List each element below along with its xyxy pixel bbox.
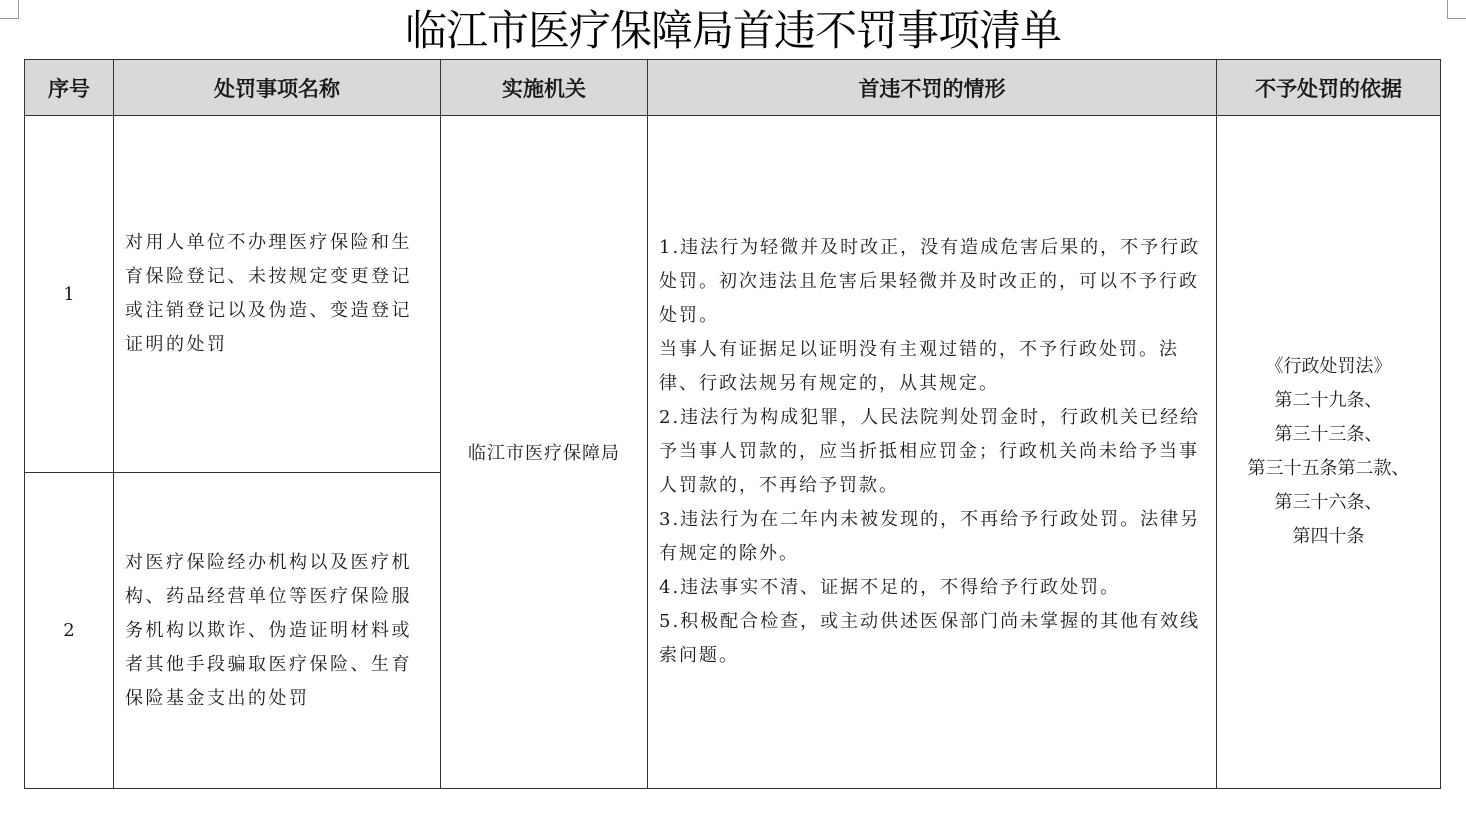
implementing-agency: 临江市医疗保障局 — [441, 116, 648, 789]
penalty-item-name: 对用人单位不办理医疗保险和生育保险登记、未按规定变更登记或注销登记以及伪造、变造登记证明的处罚 — [114, 116, 441, 473]
basis-article: 第三十六条、 — [1274, 492, 1383, 513]
penalty-table — [24, 59, 1441, 789]
condition-item: 1.违法行为轻微并及时改正，没有造成危害后果的，不予行政处罚。初次违法且危害后果轻微并及时改正的，可以不予行政处罚。 — [659, 237, 1201, 326]
penalty-item-name: 对医疗保险经办机构以及医疗机构、药品经营单位等医疗保险服务机构以欺诈、伪造证明材料或者其他手段骗取医疗保险、生育保险基金支出的处罚 — [114, 473, 441, 789]
header-index: 序号 — [25, 60, 114, 116]
header-agency: 实施机关 — [441, 60, 648, 116]
row-index: 1 — [25, 116, 114, 473]
basis-article: 第四十条 — [1292, 526, 1365, 547]
basis-law: 《行政处罚法》 — [1265, 356, 1392, 377]
header-conditions: 首违不罚的情形 — [648, 60, 1217, 116]
basis-article: 第三十三条、 — [1274, 424, 1383, 445]
row-index: 2 — [25, 473, 114, 789]
exemption-conditions — [648, 116, 1217, 789]
header-item-name: 处罚事项名称 — [114, 60, 441, 116]
page-title: 临江市医疗保障局首违不罚事项清单 — [404, 6, 1061, 55]
condition-item: 4.违法事实不清、证据不足的，不得给予行政处罚。 — [659, 577, 1121, 598]
basis-article: 第三十五条第二款、 — [1247, 458, 1410, 479]
basis-article: 第二十九条、 — [1274, 390, 1383, 411]
condition-item: 5.积极配合检查，或主动供述医保部门尚未掌握的其他有效线索问题。 — [659, 611, 1201, 666]
table-header-row — [25, 60, 1441, 116]
condition-item: 当事人有证据足以证明没有主观过错的，不予行政处罚。法律、行政法规另有规定的，从其规定。 — [659, 339, 1179, 394]
condition-item: 2.违法行为构成犯罪，人民法院判处罚金时，行政机关已经给予当事人罚款的，应当折抵相应罚金；行政机关尚未给予当事人罚款的，不再给予罚款。 — [659, 407, 1201, 496]
table-row — [25, 116, 1441, 473]
legal-basis — [1217, 116, 1441, 789]
header-basis: 不予处罚的依据 — [1217, 60, 1441, 116]
condition-item: 3.违法行为在二年内未被发现的，不再给予行政处罚。法律另有规定的除外。 — [659, 509, 1201, 564]
